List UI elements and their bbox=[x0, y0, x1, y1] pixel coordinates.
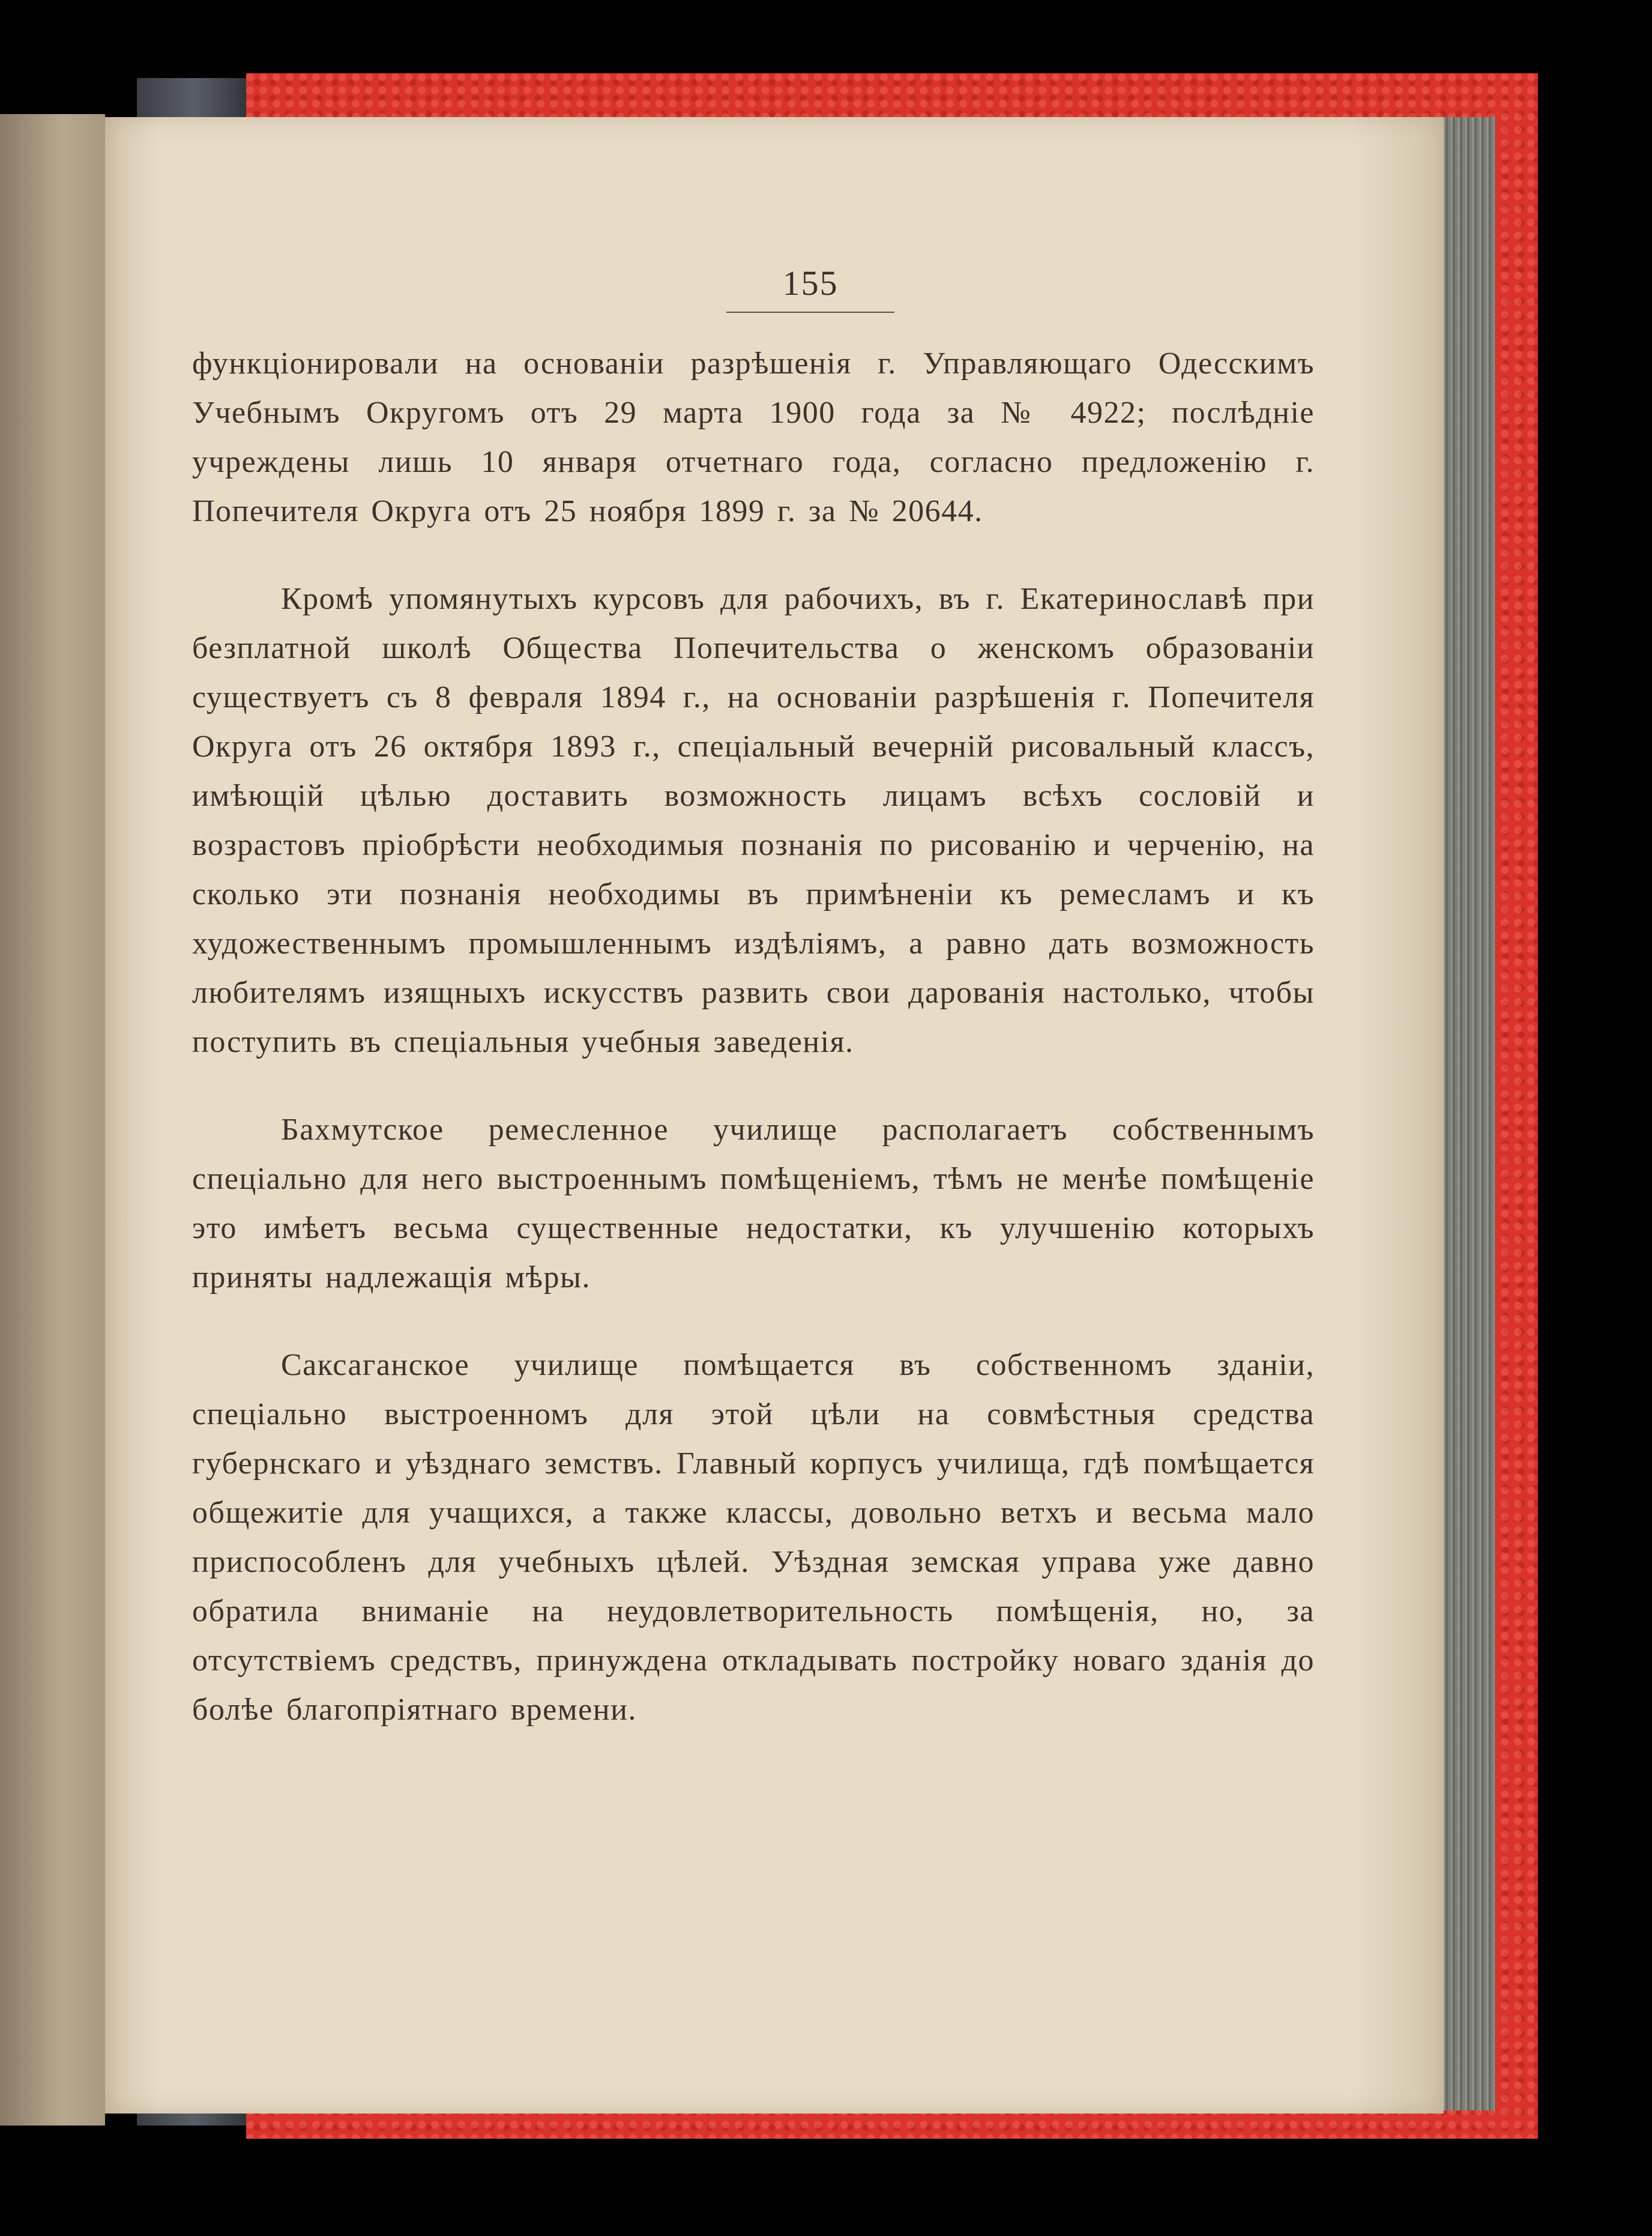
page-stack-edges bbox=[1435, 117, 1495, 2111]
page-number: 155 bbox=[782, 264, 839, 303]
previous-page-edge bbox=[0, 114, 105, 2126]
paragraph-continuation: функціонировали на основаніи разрѣшенія г. Управляющаго Одесскимъ Учебнымъ Округомъ отъ 29 марта 1900 года за № 4922; послѣдніе учреждены лишь 10 января отчетнаго года, согласно предложенію г. Попечителя Округа отъ 25 ноября 1899 г. за № 20644. bbox=[192, 346, 1315, 528]
page-body bbox=[192, 339, 1315, 1735]
page-number-rule bbox=[726, 312, 894, 313]
paragraph-ekaterinoslav-class: Кромѣ упомянутыхъ курсовъ для рабочихъ, въ г. Екатеринославѣ при безплатной школѣ Общества Попечительства о женскомъ образованіи существуетъ съ 8 февраля 1894 г., на основаніи разрѣшенія г. Попечителя Округа отъ 26 октября 1893 г., спеціальный вечерній рисовальный классъ, имѣющій цѣлью доставить возможность лицамъ всѣхъ сословій и возрастовъ пріобрѣсти необходимыя познанія по рисованію и черченію, на сколько эти познанія необходимы въ примѣненіи къ ремесламъ и къ художественнымъ промышленнымъ издѣліямъ, а равно дать возможность любителямъ изящныхъ искусствъ развить свои дарованія настолько, чтобы поступить въ спеціальныя учебныя заведенія. bbox=[192, 582, 1315, 1059]
paragraph-bakhmut-school: Бахмутское ремесленное училище располагаетъ собственнымъ спеціально для него выстроеннымъ помѣщеніемъ, тѣмъ не менѣе помѣщеніе это имѣетъ весьма существенные недостатки, къ улучшенію которыхъ приняты надлежащія мѣры. bbox=[192, 1113, 1315, 1295]
paragraph-saksagan-school: Саксаганское училище помѣщается въ собственномъ зданіи, спеціально выстроенномъ для этой цѣли на совмѣстныя средства губернскаго и уѣзднаго земствъ. Главный корпусъ училища, гдѣ помѣщается общежитіе для учащихся, а также классы, довольно ветхъ и весьма мало приспособленъ для учебныхъ цѣлей. Уѣздная земская управа уже давно обратила вниманіе на неудовлетворительность помѣщенія, но, за отсутствіемъ средствъ, принуждена откладывать постройку новаго зданія до болѣе благопріятнаго времени. bbox=[192, 1348, 1315, 1727]
book-page bbox=[105, 117, 1444, 2114]
